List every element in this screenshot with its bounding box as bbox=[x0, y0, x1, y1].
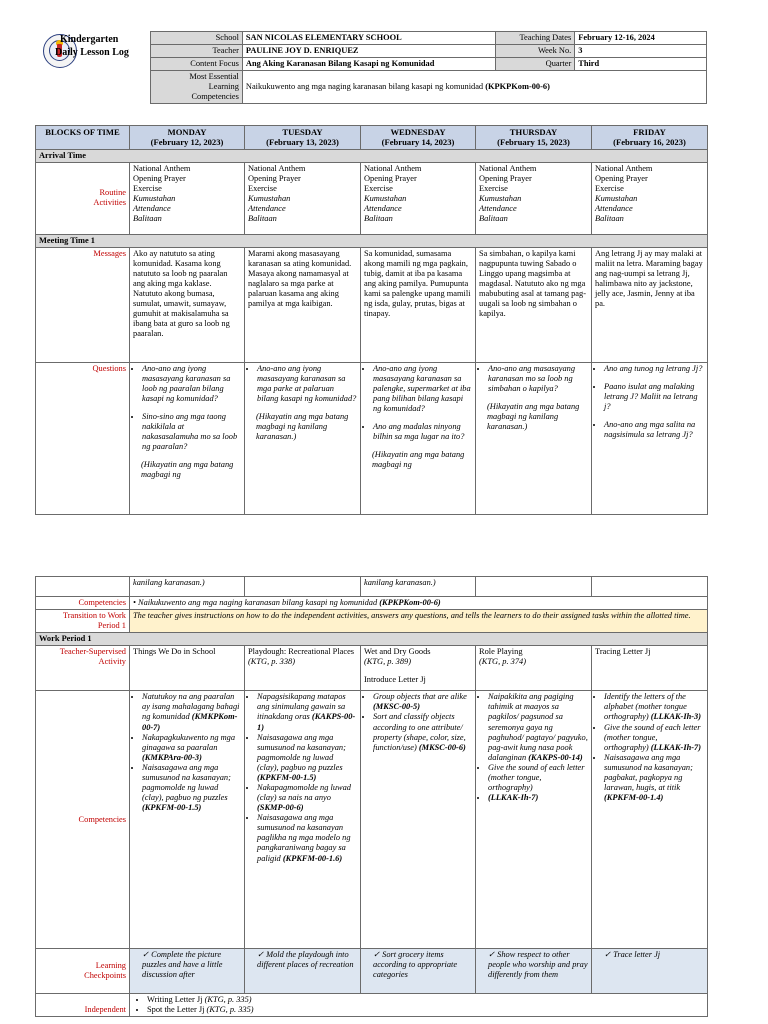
independent-activities bbox=[130, 994, 708, 1017]
competency-text: Naisasagawa ang mga sumusunod na kasanayan paglikha ng mga modelo ng pangkaraniwang bagay sa paligid bbox=[257, 813, 351, 863]
question-item: • Paano isulat ang malaking letrang J? Maliit na letrang j? bbox=[604, 382, 704, 412]
competency-item: • Give the sound of each letter (mother tongue, orthography) bbox=[488, 763, 588, 793]
teaching-dates-label: Teaching Dates bbox=[496, 32, 575, 45]
competencies-2-label: Competencies bbox=[36, 691, 130, 949]
competency-item bbox=[488, 692, 588, 763]
message-tuesday: Marami akong masasayang karanasan sa ating komunidad. Masaya akong namamasyal at naglalaro sa mga parke at palaruan kasama ang aking pamilya at mga kaibigan. bbox=[245, 247, 361, 362]
message-wednesday: Sa komunidad, sumasama akong mamili ng mga pagkain, tubig, damit at iba pa kasama ang aking pamilya. Pumupunta kami sa palengke upang mamili ng isda, gulay, prutas, bigas at tinapay. bbox=[361, 247, 476, 362]
routine-item: Attendance bbox=[248, 204, 286, 214]
teacher-value: PAULINE JOY D. ENRIQUEZ bbox=[242, 45, 495, 58]
day-name: WEDNESDAY bbox=[390, 127, 446, 137]
independent-label: Independent bbox=[36, 994, 130, 1017]
log-title bbox=[55, 34, 129, 59]
routine-item: Balitaan bbox=[479, 214, 508, 224]
routine-cell bbox=[476, 162, 592, 234]
routine-item: Exercise bbox=[248, 183, 277, 193]
day-date: (February 14, 2023) bbox=[381, 137, 455, 148]
competency-text: Natutukoy na ang paaralan ay isang mahalagang bahagi ng komunidad bbox=[142, 692, 240, 722]
routine-item: Attendance bbox=[133, 204, 171, 214]
competency-code: (KMKPKom-00-7) bbox=[142, 712, 238, 732]
message-thursday: Sa simbahan, o kapilya kami nagpupunta tuwing Sabado o Linggo upang magsimba at magdasal. Natututo ako ng mga mabubuting asal at tamang pag-uugali sa loob ng simbahan o kapilya. bbox=[476, 247, 592, 362]
competencies-row: • Naikukuwento ang mga naging karanasan bilang kasapi ng komunidad (KPKPKom-00-6) bbox=[130, 597, 708, 610]
day-date: (February 12, 2023) bbox=[150, 137, 224, 148]
continued-blank bbox=[592, 577, 708, 597]
transition-text: The teacher gives instructions on how to do the independent activities, answers any questions, and tells the learners to do their assigned tasks within the allotted time. bbox=[130, 610, 708, 633]
week-value: 3 bbox=[575, 45, 707, 58]
competency-code: (SKMP-00-6) bbox=[257, 803, 304, 813]
transition-label bbox=[36, 610, 130, 633]
independent-item bbox=[147, 1005, 704, 1015]
routine-item: National Anthem bbox=[595, 163, 653, 173]
routine-item: National Anthem bbox=[364, 163, 422, 173]
independent-text: Writing Letter Jj bbox=[147, 995, 205, 1005]
competency-code: (KPKFM-00-1.6) bbox=[282, 853, 343, 863]
checkpoint-item: ✓ Trace letter Jj bbox=[604, 950, 704, 960]
message-monday: Ako ay natututo sa ating komunidad. Kasama kong natututo sa loob ng paaralan ang aking mga kaklase. Natututo akong bumasa, sumulat, umawit, sumayaw, gumuhit at makisalamuha sa ibang bata at guro sa loob ng paaralan. bbox=[130, 247, 245, 362]
checkpoint-tuesday bbox=[245, 949, 361, 994]
independent-ref: (KTG, p. 335) bbox=[204, 995, 252, 1005]
competency-item bbox=[257, 783, 357, 813]
competency-text: Nakapagkukuwento ng mga ginagawa sa paaralan bbox=[142, 732, 236, 752]
routine-item: Balitaan bbox=[364, 214, 393, 224]
day-date: (February 13, 2023) bbox=[266, 137, 339, 148]
competencies-tuesday bbox=[245, 691, 361, 949]
routine-cell bbox=[245, 162, 361, 234]
continued-blank bbox=[245, 577, 361, 597]
question-item: • Ano-ano ang masasayang karanasan mo sa loob ng simbahan o kapilya? bbox=[488, 364, 588, 394]
content-focus-label: Content Focus bbox=[151, 58, 243, 71]
independent-text: Spot the Letter Jj bbox=[147, 1005, 207, 1015]
routine-cell bbox=[130, 162, 245, 234]
question-item: • Ano ang madalas ninyong bilhin sa mga lugar na ito? bbox=[373, 422, 472, 442]
routine-item: Exercise bbox=[595, 183, 624, 193]
competency-text: Nakapagmomolde ng luwad (clay) sa nais na anyo bbox=[257, 783, 351, 803]
competency-item bbox=[257, 692, 357, 732]
questions-thursday bbox=[476, 362, 592, 514]
questions-label: Questions bbox=[36, 362, 130, 514]
competencies-code: (KPKPKom-00-6) bbox=[379, 598, 441, 607]
tsa-ref: (KTG, p. 338) bbox=[248, 657, 295, 667]
competency-text: Group objects that are alike bbox=[373, 692, 467, 702]
competency-text: Napagsisikapang matapos ang sinimulang gawain sa itinakdang oras bbox=[257, 692, 346, 722]
routine-item: National Anthem bbox=[133, 163, 191, 173]
competencies-friday bbox=[592, 691, 708, 949]
competency-text: Give the sound of each letter (mother tongue, orthography) bbox=[604, 722, 701, 752]
label-line: Activity bbox=[98, 657, 126, 667]
continued-blank bbox=[476, 577, 592, 597]
routine-item: Opening Prayer bbox=[133, 173, 186, 183]
tsa-thursday bbox=[476, 646, 592, 691]
routine-item: Opening Prayer bbox=[248, 173, 301, 183]
competencies-label: Competencies bbox=[36, 597, 130, 610]
competency-item bbox=[604, 753, 704, 803]
day-name: THURSDAY bbox=[509, 127, 558, 137]
day-header-monday bbox=[130, 126, 245, 150]
competency-code: (LLKAK-Ih-3) bbox=[650, 712, 702, 722]
routine-item: Kumustahan bbox=[479, 193, 522, 203]
competency-item bbox=[142, 692, 241, 732]
checkpoint-item: ✓ Show respect to other people who worship and pray differently from them bbox=[488, 950, 588, 980]
label-line: Checkpoints bbox=[84, 971, 126, 981]
blocks-of-time-header: BLOCKS OF TIME bbox=[36, 126, 130, 150]
competency-item bbox=[142, 763, 241, 813]
competency-code: (LLKAK-Ih-7) bbox=[650, 742, 702, 752]
competency-code: (KPKFM-00-1.5) bbox=[257, 772, 317, 782]
quarter-label: Quarter bbox=[496, 58, 575, 71]
title-line-2: Daily Lesson Log bbox=[55, 46, 129, 58]
tsa-extra: Introduce Letter Jj bbox=[364, 675, 426, 685]
continued-note-monday: kanilang karanasan.) bbox=[130, 577, 245, 597]
lesson-table-page-1 bbox=[35, 125, 708, 515]
teacher-supervised-label bbox=[36, 646, 130, 691]
teacher-label: Teacher bbox=[151, 45, 243, 58]
routine-item: Opening Prayer bbox=[479, 173, 532, 183]
school-label: School bbox=[151, 32, 243, 45]
header-info-table bbox=[150, 31, 707, 104]
label-line: Routine bbox=[99, 188, 126, 198]
day-header-wednesday bbox=[361, 126, 476, 150]
school-value: SAN NICOLAS ELEMENTARY SCHOOL bbox=[242, 32, 495, 45]
checkpoint-monday bbox=[130, 949, 245, 994]
independent-item bbox=[147, 995, 704, 1005]
checkpoint-wednesday bbox=[361, 949, 476, 994]
competency-item bbox=[257, 733, 357, 783]
title-line-1: Kindergarten bbox=[60, 34, 119, 45]
checkpoint-item: ✓ Sort grocery items according to appropriate categories bbox=[373, 950, 472, 980]
mec-label-line: Competencies bbox=[191, 92, 239, 102]
week-label: Week No. bbox=[496, 45, 575, 58]
tsa-friday: Tracing Letter Jj bbox=[592, 646, 708, 691]
question-note: (Hikayatin ang mga batang magbagi ng bbox=[372, 450, 465, 470]
lesson-table-page-2 bbox=[35, 576, 708, 1017]
content-focus-value: Ang Aking Karanasan Bilang Kasapi ng Komunidad bbox=[242, 58, 495, 71]
competency-code: (KPKFM-00-1.4) bbox=[604, 793, 664, 803]
competency-code: (KPKFM-00-1.5) bbox=[142, 803, 202, 813]
continued-note-wednesday: kanilang karanasan.) bbox=[361, 577, 476, 597]
tsa-ref: (KTG, p. 374) bbox=[479, 657, 526, 667]
day-header-tuesday bbox=[245, 126, 361, 150]
checkpoint-item: ✓ Complete the picture puzzles and have a little discussion after bbox=[142, 950, 241, 980]
tsa-tuesday bbox=[245, 646, 361, 691]
messages-label: Messages bbox=[36, 247, 130, 362]
routine-item: National Anthem bbox=[248, 163, 306, 173]
competency-code: (KAKPS-00-14) bbox=[528, 752, 583, 762]
question-item: • Ano ang tunog ng letrang Jj? bbox=[604, 364, 704, 374]
routine-item: Balitaan bbox=[133, 214, 162, 224]
routine-item: Kumustahan bbox=[364, 193, 407, 203]
competency-item bbox=[257, 813, 357, 863]
competency-text: Sort and classify objects according to one attribute/ property (shape, color, size, function/use) bbox=[373, 712, 466, 752]
questions-monday bbox=[130, 362, 245, 514]
tsa-title: Wet and Dry Goods bbox=[364, 647, 431, 657]
routine-cell bbox=[361, 162, 476, 234]
mec-label-line: Learning bbox=[208, 82, 239, 92]
tsa-monday: Things We Do in School bbox=[130, 646, 245, 691]
routine-item: Attendance bbox=[479, 204, 517, 214]
section-work-period-1: Work Period 1 bbox=[36, 633, 708, 646]
question-note: (Hikayatin ang mga batang magbagi ng kanilang karanasan.) bbox=[487, 402, 580, 432]
learning-checkpoints-label bbox=[36, 949, 130, 994]
routine-item: Attendance bbox=[364, 204, 402, 214]
questions-friday bbox=[592, 362, 708, 514]
competency-item bbox=[604, 723, 704, 753]
mec-code: (KPKPKom-00-6) bbox=[485, 82, 550, 92]
tsa-ref: (KTG, p. 389) bbox=[364, 657, 411, 667]
routine-item: Balitaan bbox=[248, 214, 277, 224]
label-line: Transition to Work bbox=[62, 611, 126, 621]
question-note: (Hikayatin ang mga batang magbagi ng kanilang karanasan.) bbox=[256, 412, 349, 442]
routine-item: Exercise bbox=[364, 183, 393, 193]
competency-text: Naipakikita ang pagiging tahimik at maayos sa pagkilos/ pagsunod sa seremonya gaya ng paghuhod/ pagtayo/ pagyuko, pag-awit kung nasa pook dalanginan bbox=[488, 692, 588, 762]
competencies-thursday bbox=[476, 691, 592, 949]
tsa-wednesday bbox=[361, 646, 476, 691]
question-note: (Hikayatin ang mga batang magbagi ng bbox=[141, 460, 234, 480]
question-item: • Sino-sino ang mga taong nakikilala at nakasasalamuha mo sa loob ng paaralan? bbox=[142, 412, 241, 452]
competency-item bbox=[373, 712, 472, 752]
independent-ref: (KTG, p. 335) bbox=[206, 1005, 254, 1015]
day-header-thursday bbox=[476, 126, 592, 150]
day-name: FRIDAY bbox=[633, 127, 666, 137]
routine-item: Exercise bbox=[479, 183, 508, 193]
routine-item: Balitaan bbox=[595, 214, 624, 224]
competency-item bbox=[604, 692, 704, 722]
competency-item bbox=[142, 733, 241, 763]
question-item: • Ano-ano ang iyong masasayang karanasan sa loob ng paaralan bilang kasapi ng komunidad? bbox=[142, 364, 241, 404]
routine-item: Kumustahan bbox=[595, 193, 638, 203]
competency-item bbox=[373, 692, 472, 712]
question-item: • Ano-ano ang mga salita na nagsisimula sa letrang Jj? bbox=[604, 420, 704, 440]
question-item: • Ano-ano ang iyong masasayang karanasan sa mga parke at palaruan bilang kasapi ng komunidad? bbox=[257, 364, 357, 404]
day-name: TUESDAY bbox=[282, 127, 323, 137]
routine-activities-label bbox=[36, 162, 130, 234]
questions-tuesday bbox=[245, 362, 361, 514]
mec-value bbox=[242, 71, 706, 104]
routine-item: Kumustahan bbox=[133, 193, 176, 203]
checkpoint-thursday bbox=[476, 949, 592, 994]
competencies-monday bbox=[130, 691, 245, 949]
quarter-value: Third bbox=[575, 58, 707, 71]
mec-label-line: Most Essential bbox=[189, 72, 239, 82]
section-arrival-time: Arrival Time bbox=[36, 149, 708, 162]
competency-text: Identify the letters of the alphabet (mother tongue orthography) bbox=[604, 692, 687, 722]
routine-item: Kumustahan bbox=[248, 193, 291, 203]
competency-code: (MKSC-00-5) bbox=[373, 702, 420, 712]
teaching-dates-value: February 12-16, 2024 bbox=[575, 32, 707, 45]
questions-wednesday bbox=[361, 362, 476, 514]
competency-code: (KAKPS-00-1) bbox=[257, 712, 356, 732]
competency-text: Naisasagawa ang mga sumusunod na kasanayan; pagmomolde ng luwad (clay), pagbuo ng puzzles bbox=[257, 732, 346, 772]
tsa-title: Role Playing bbox=[479, 647, 523, 657]
day-name: MONDAY bbox=[167, 127, 207, 137]
competencies-wednesday bbox=[361, 691, 476, 949]
competency-text: Naisasagawa ang mga sumusunod na kasanayan; pagbakat, pagkopya ng larawan, hugis, at titik bbox=[604, 752, 693, 793]
routine-item: Attendance bbox=[595, 204, 633, 214]
competency-item: • (LLKAK-Ih-7) bbox=[488, 793, 588, 803]
competency-code: (KMKPAra-00-3) bbox=[142, 752, 202, 762]
competency-code: (MKSC-00-6) bbox=[418, 742, 466, 752]
mec-label bbox=[151, 71, 243, 104]
day-date: (February 15, 2023) bbox=[497, 137, 570, 148]
label-line: Period 1 bbox=[97, 621, 126, 631]
label-line: Teacher-Supervised bbox=[59, 647, 126, 657]
tsa-title: Playdough: Recreational Places bbox=[248, 647, 355, 657]
label-line: Learning bbox=[95, 961, 126, 971]
routine-item: National Anthem bbox=[479, 163, 537, 173]
routine-item: Opening Prayer bbox=[595, 173, 648, 183]
day-date: (February 16, 2023) bbox=[613, 137, 686, 148]
competencies-text: Naikukuwento ang mga naging karanasan bilang kasapi ng komunidad bbox=[138, 598, 380, 607]
checkpoint-friday bbox=[592, 949, 708, 994]
label-line: Activities bbox=[93, 198, 126, 208]
competency-text: Naisasagawa ang mga sumusunod na kasanayan; pagmomolde ng luwad (clay), pagbuo ng puzzles bbox=[142, 762, 231, 803]
routine-cell bbox=[592, 162, 708, 234]
mec-text: Naikukuwento ang mga naging karanasan bilang kasapi ng komunidad bbox=[245, 82, 486, 92]
message-friday: Ang letrang Jj ay may malaki at maliit na letra. Maraming bagay ang nag-uumpi sa letrang Jj, halimbawa nito ay jackstone, jelly ace, Jasmin, Jenny at iba pa. bbox=[592, 247, 708, 362]
routine-item: Exercise bbox=[133, 183, 162, 193]
checkpoint-item: ✓ Mold the playdough into different places of recreation bbox=[257, 950, 357, 970]
routine-item: Opening Prayer bbox=[364, 173, 417, 183]
day-header-friday bbox=[592, 126, 708, 150]
continued-blank bbox=[36, 577, 130, 597]
question-item: • Ano-ano ang iyong masasayang karanasan sa palengke, supermarket at iba pang bilihan bilang kasapi ng komunidad? bbox=[373, 364, 472, 414]
section-meeting-time-1: Meeting Time 1 bbox=[36, 234, 708, 247]
